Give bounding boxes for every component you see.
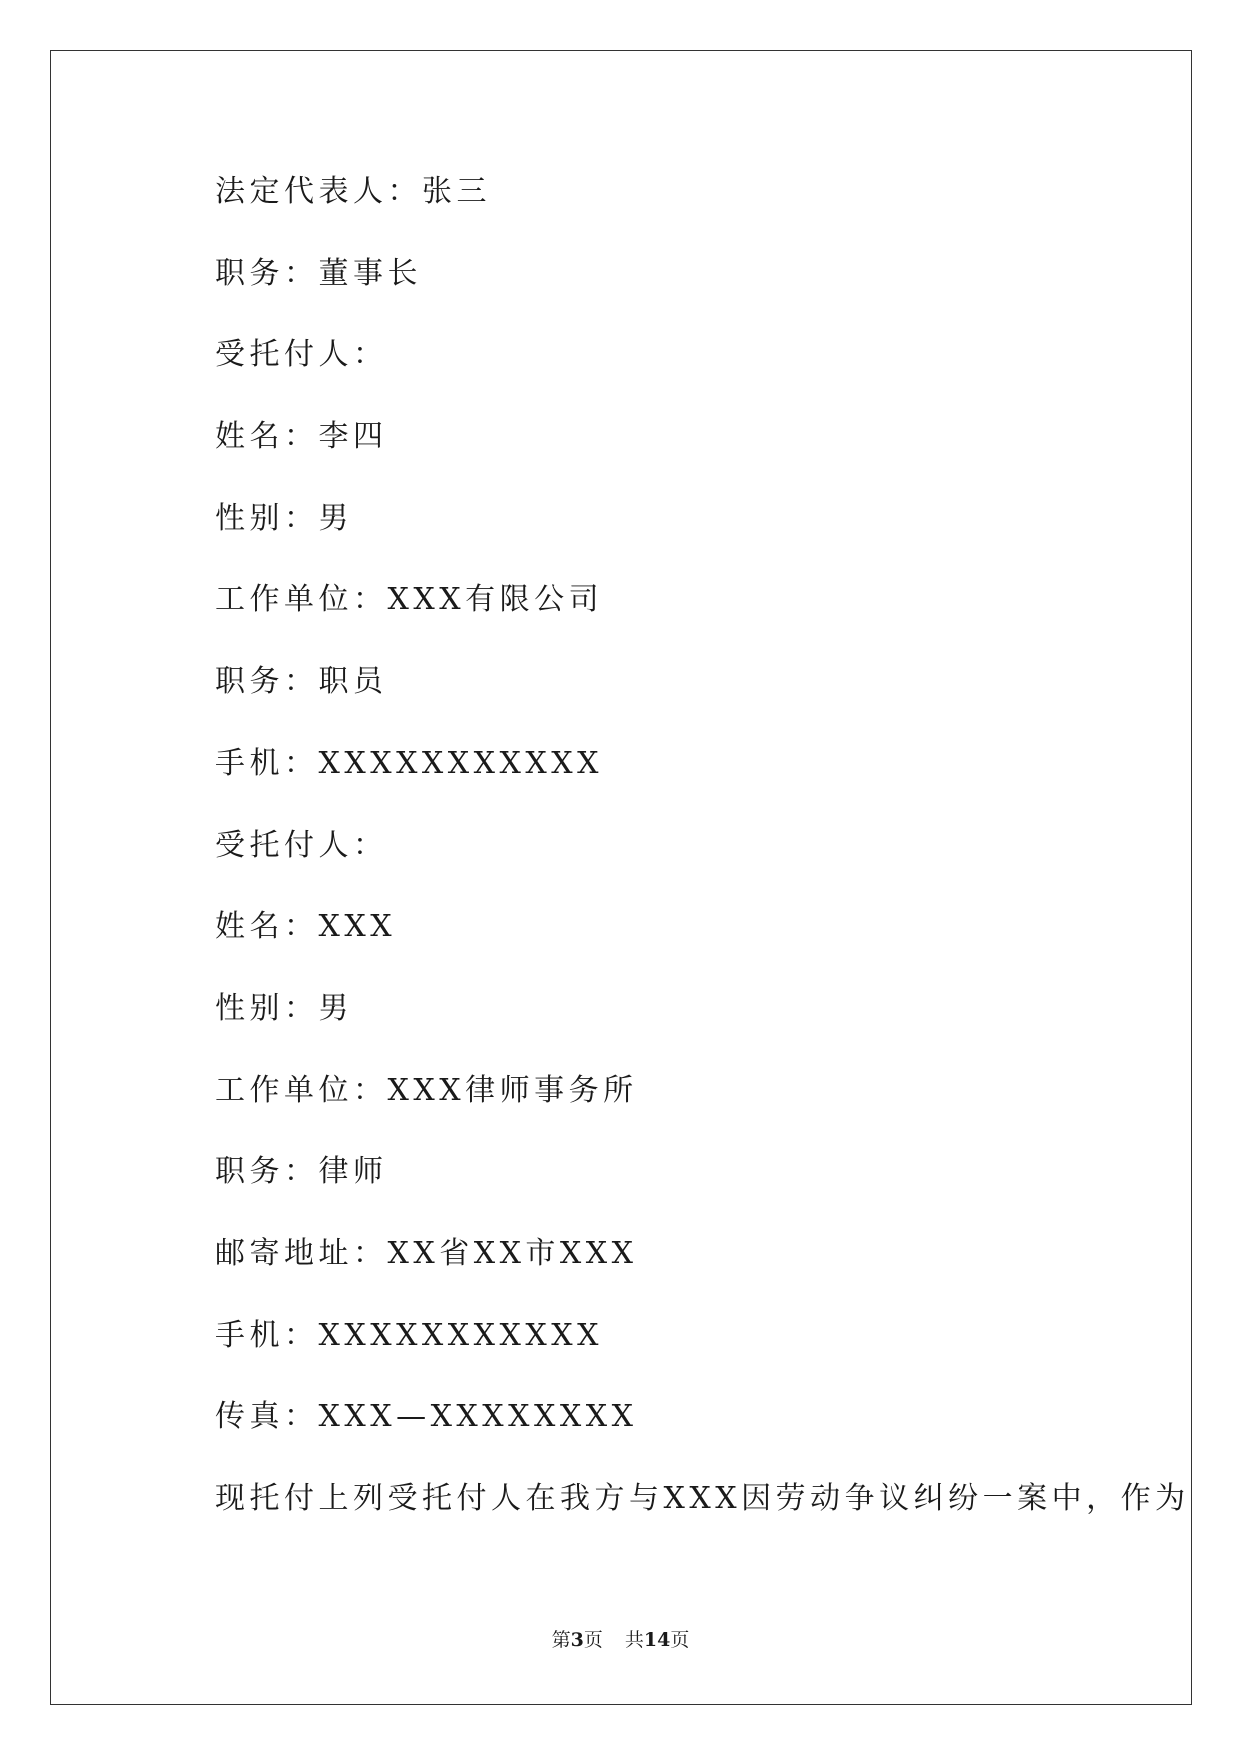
document-line: 职务：董事长 (215, 255, 422, 291)
page-number: 3 (570, 1629, 584, 1651)
page-footer (0, 1628, 1241, 1652)
page-indicator (552, 1629, 603, 1651)
document-line: 姓名：李四 (215, 419, 388, 455)
document-line: 手机：XXXXXXXXXXX (215, 745, 603, 781)
page-suffix: 页 (583, 1629, 603, 1651)
total-prefix: 共 (624, 1629, 644, 1651)
document-line: 职务：职员 (215, 664, 388, 700)
document-line: 职务：律师 (215, 1154, 388, 1190)
document-line: 现托付上列受托付人在我方与XXX因劳动争议纠纷一案中，作为 (215, 1481, 1190, 1516)
document-line: 法定代表人：张三 (215, 174, 491, 209)
document-line: 姓名：XXX (215, 909, 397, 945)
document-body (215, 165, 1190, 1554)
page-prefix: 第 (551, 1629, 571, 1651)
total-pages: 14 (643, 1629, 671, 1651)
document-line: 受托付人： (215, 337, 388, 373)
document-line: 手机：XXXXXXXXXXX (215, 1317, 603, 1353)
total-pages-indicator (625, 1629, 689, 1651)
total-suffix: 页 (670, 1629, 690, 1651)
document-line: 性别：男 (215, 990, 353, 1026)
document-line: 邮寄地址：XX省XX市XXX (215, 1235, 638, 1271)
document-line: 工作单位：XXX律师事务所 (215, 1072, 638, 1108)
document-line: 性别：男 (215, 500, 353, 536)
document-line: 受托付人： (215, 827, 388, 863)
document-line: 工作单位：XXX有限公司 (215, 582, 604, 618)
document-line: 传真：XXX—XXXXXXXX (215, 1399, 638, 1435)
